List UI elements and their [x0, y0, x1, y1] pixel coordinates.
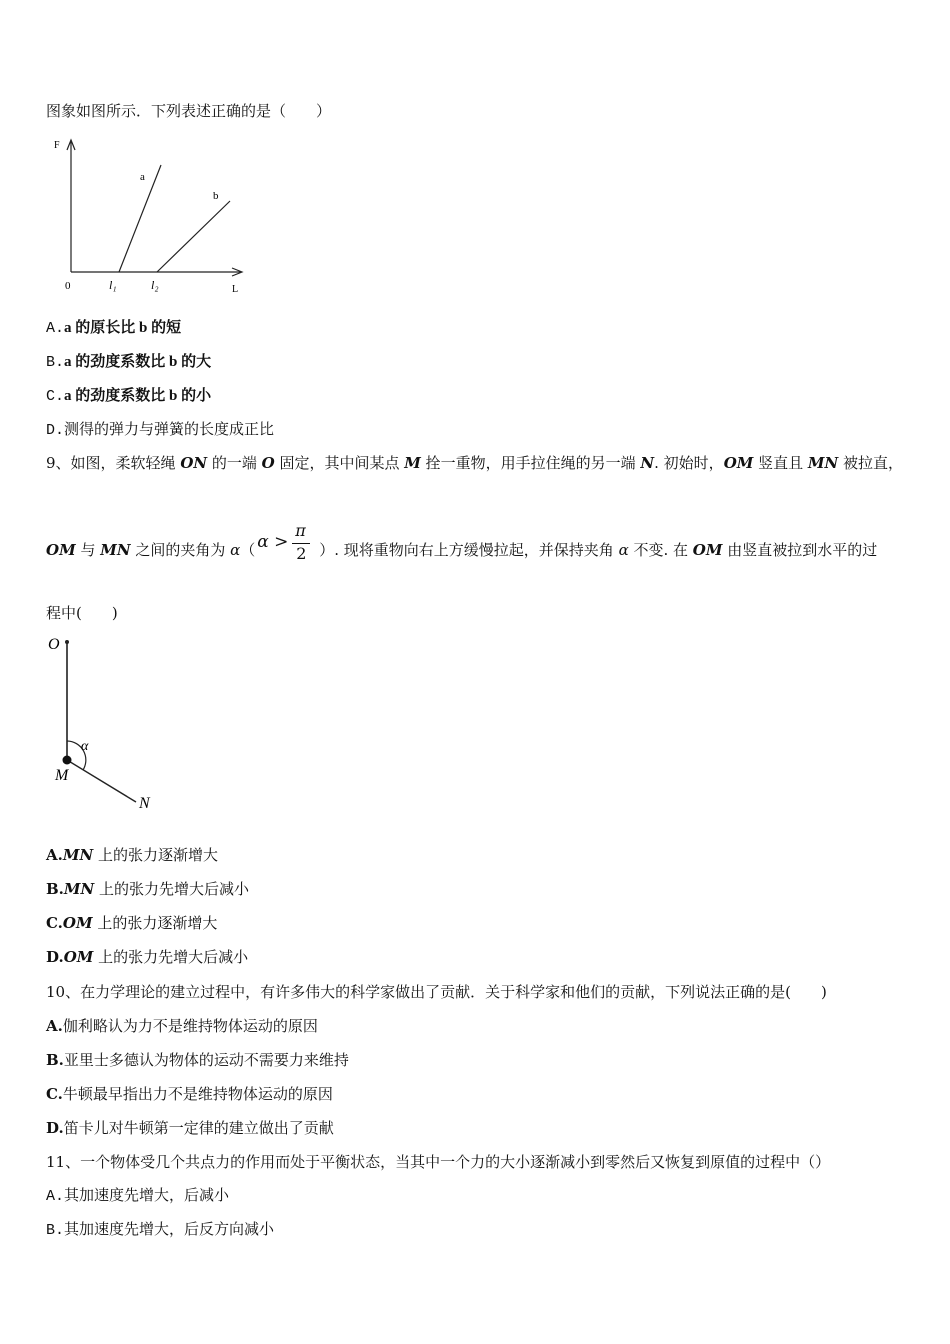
- q9-stem-line2: OM 与 MN 之间的夹角为 α（ α > π 2 ）. 现将重物向右上方缓慢拉起，并保持夹角 α 不变. 在 OM 由竖直被拉到水平的过: [46, 528, 877, 572]
- q8-option-a: A.a 的原长比 b 的短: [46, 320, 182, 337]
- point-o: [65, 640, 69, 644]
- spring-force-graph: [46, 132, 276, 302]
- q8-option-d: D.测得的弹力与弹簧的长度成正比: [46, 422, 275, 439]
- q10-stem: 10、在力学理论的建立过程中，有许多伟大的科学家做出了贡献．关于科学家和他们的贡献，下列说法正确的是( ): [46, 983, 827, 1001]
- label-alpha: α: [81, 739, 89, 754]
- q11-option-b: B.其加速度先增大，后反方向减小: [46, 1222, 275, 1239]
- weight-m: [63, 756, 72, 765]
- q11-option-a: A.其加速度先增大，后减小: [46, 1188, 230, 1205]
- q10-option-d: D.笛卡儿对牛顿第一定律的建立做出了贡献: [46, 1119, 334, 1137]
- q10-option-b: B.亚里士多德认为物体的运动不需要力来维持: [46, 1051, 349, 1069]
- label-o: O: [48, 636, 60, 653]
- rope-mn: [67, 760, 136, 802]
- q8-stem: 图象如图所示．下列表述正确的是（ ）: [46, 102, 332, 120]
- q8-option-b: B.a 的劲度系数比 b 的大: [46, 354, 212, 371]
- label-m: M: [55, 767, 69, 784]
- tick-l1-label: l₁: [109, 278, 117, 292]
- line-b: [157, 201, 230, 272]
- x-axis-label: L: [232, 284, 239, 295]
- q8-option-c: C.a 的劲度系数比 b 的小: [46, 388, 212, 405]
- origin-label: 0: [65, 280, 71, 292]
- y-axis-label: F: [54, 140, 60, 151]
- label-n: N: [139, 795, 150, 812]
- q9-option-b: B.MN 上的张力先增大后减小: [46, 880, 250, 898]
- alpha-condition: α > π 2: [255, 531, 319, 571]
- q11-stem: 11、一个物体受几个共点力的作用而处于平衡状态，当其中一个力的大小逐渐减小到零然后又恢复到原值的过程中（）: [46, 1153, 831, 1171]
- q9-option-a: A.MN 上的张力逐渐增大: [46, 846, 218, 864]
- line-b-label: b: [213, 190, 219, 202]
- q9-stem-line1: 9、如图，柔软轻绳 ON 的一端 O 固定，其中间某点 M 拴一重物，用手拉住绳的另一端 N. 初始时，OM 竖直且 MN 被拉直，: [46, 454, 904, 472]
- q10-option-c: C.牛顿最早指出力不是维持物体运动的原因: [46, 1085, 333, 1103]
- q9-option-c: C.OM 上的张力逐渐增大: [46, 914, 218, 932]
- q9-stem-line3: 程中( ): [46, 604, 118, 622]
- tick-l2-label: l₂: [151, 278, 159, 292]
- line-a-label: a: [140, 171, 145, 183]
- rope-diagram: [46, 630, 176, 820]
- q10-option-a: A.伽利略认为力不是维持物体运动的原因: [46, 1017, 318, 1035]
- q9-option-d: D.OM 上的张力先增大后减小: [46, 948, 249, 966]
